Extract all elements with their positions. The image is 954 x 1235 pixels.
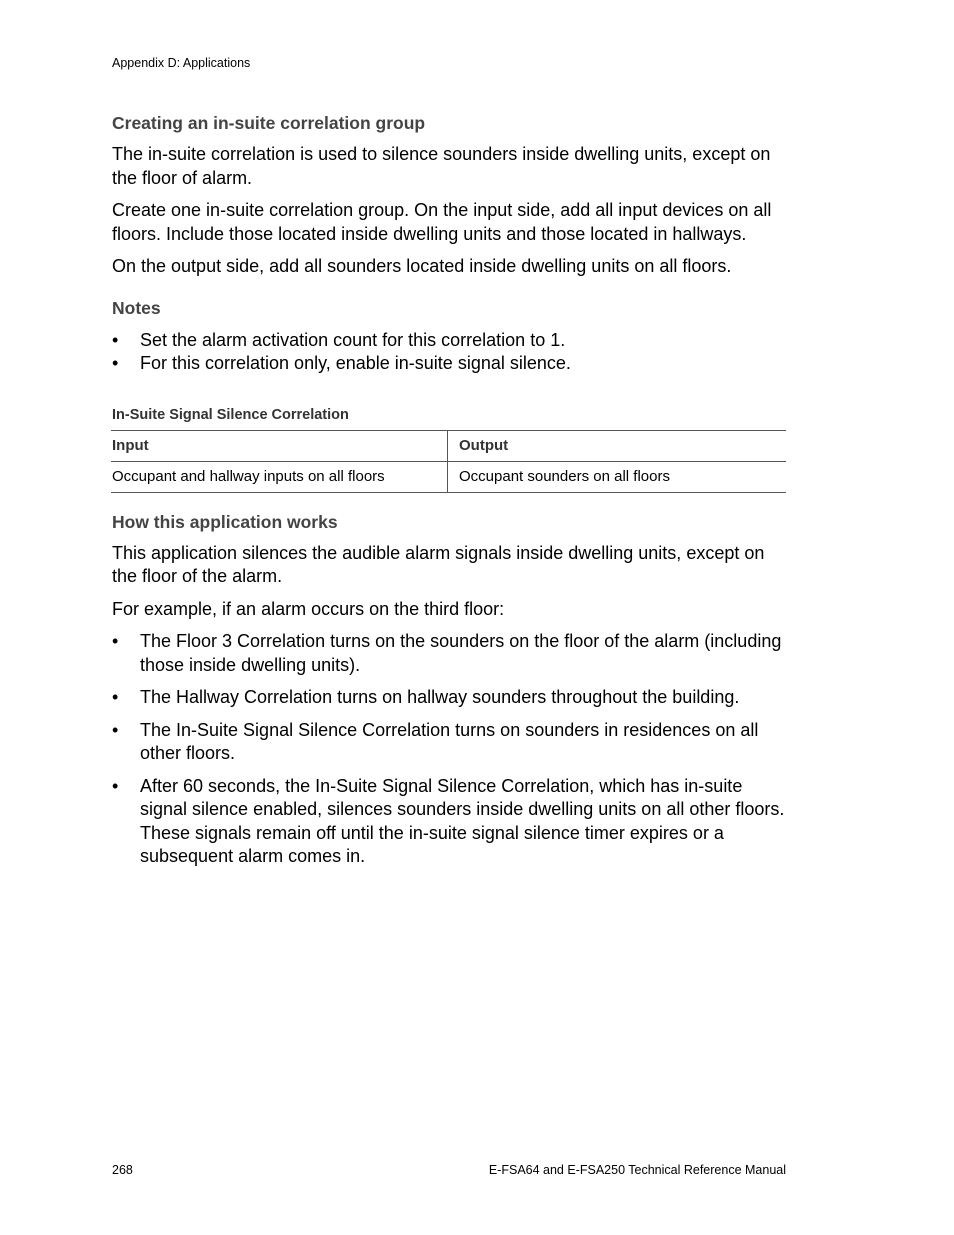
bullet-glyph: • (112, 719, 119, 740)
paragraph-silences-signals: This application silences the audible alarm signals inside dwelling units, except on the floor of the alarm. (112, 542, 765, 586)
table-row (111, 461, 786, 492)
bullet-glyph: • (112, 687, 119, 707)
paragraph-in-suite-purpose: The in-suite correlation is used to silence sounders inside dwelling units, except on the floor of alarm. (112, 144, 771, 188)
paragraph-output-side: On the output side, add all sounders located inside dwelling units on all floors. (112, 256, 732, 276)
list-item-text: The Floor 3 Correlation turns on the sounders on the floor of the alarm (including those inside dwelling units). (140, 631, 782, 675)
bullet-glyph: • (112, 631, 119, 651)
list-item-text: After 60 seconds, the In-Suite Signal Silence Correlation, which has in-suite signal silence enabled, silences sounders inside dwelling units on all other floors. These signals remain off until the in-suite signal silence timer expires or a subsequent alarm comes in. (140, 775, 785, 866)
list-item-text: The In-Suite Signal Silence Correlation turns on sounders in residences on all other floors. (140, 719, 759, 763)
table-header-row (111, 430, 786, 461)
paragraph-create-group: Create one in-suite correlation group. On the input side, add all input devices on all floors. Include those located inside dwelling units and those located in hallways. (112, 200, 772, 244)
bullet-glyph: • (112, 329, 119, 350)
list-item (112, 775, 786, 869)
page-content (112, 111, 786, 869)
list-item (112, 329, 786, 353)
list-item (112, 686, 786, 710)
running-header: Appendix D: Applications (112, 56, 251, 70)
list-item-text: Set the alarm activation count for this correlation to 1. (140, 329, 566, 350)
manual-title: E-FSA64 and E-FSA250 Technical Reference Manual (488, 1163, 786, 1177)
notes-list (112, 329, 786, 376)
list-item (112, 630, 786, 677)
how-it-works-list (112, 630, 786, 869)
list-item (112, 719, 786, 766)
table-cell-input: Occupant and hallway inputs on all floors (111, 461, 448, 492)
paragraph-example-intro: For example, if an alarm occurs on the third floor: (112, 598, 505, 619)
bullet-glyph: • (112, 775, 119, 796)
notes-heading: Notes (112, 297, 161, 318)
table-header-input: Input (111, 430, 448, 461)
section-heading-how-it-works: How this application works (112, 511, 338, 532)
correlation-table (111, 430, 786, 493)
table-cell-output: Occupant sounders on all floors (448, 461, 787, 492)
list-item-text: For this correlation only, enable in-suite signal silence. (140, 353, 571, 373)
section-heading-creating-group: Creating an in-suite correlation group (112, 113, 426, 133)
page-number: 268 (112, 1163, 133, 1177)
bullet-glyph: • (112, 353, 119, 373)
table-header-output: Output (448, 430, 787, 461)
list-item-text: The Hallway Correlation turns on hallway sounders throughout the building. (140, 687, 740, 707)
list-item (112, 352, 786, 376)
table-caption: In-Suite Signal Silence Correlation (112, 406, 349, 423)
